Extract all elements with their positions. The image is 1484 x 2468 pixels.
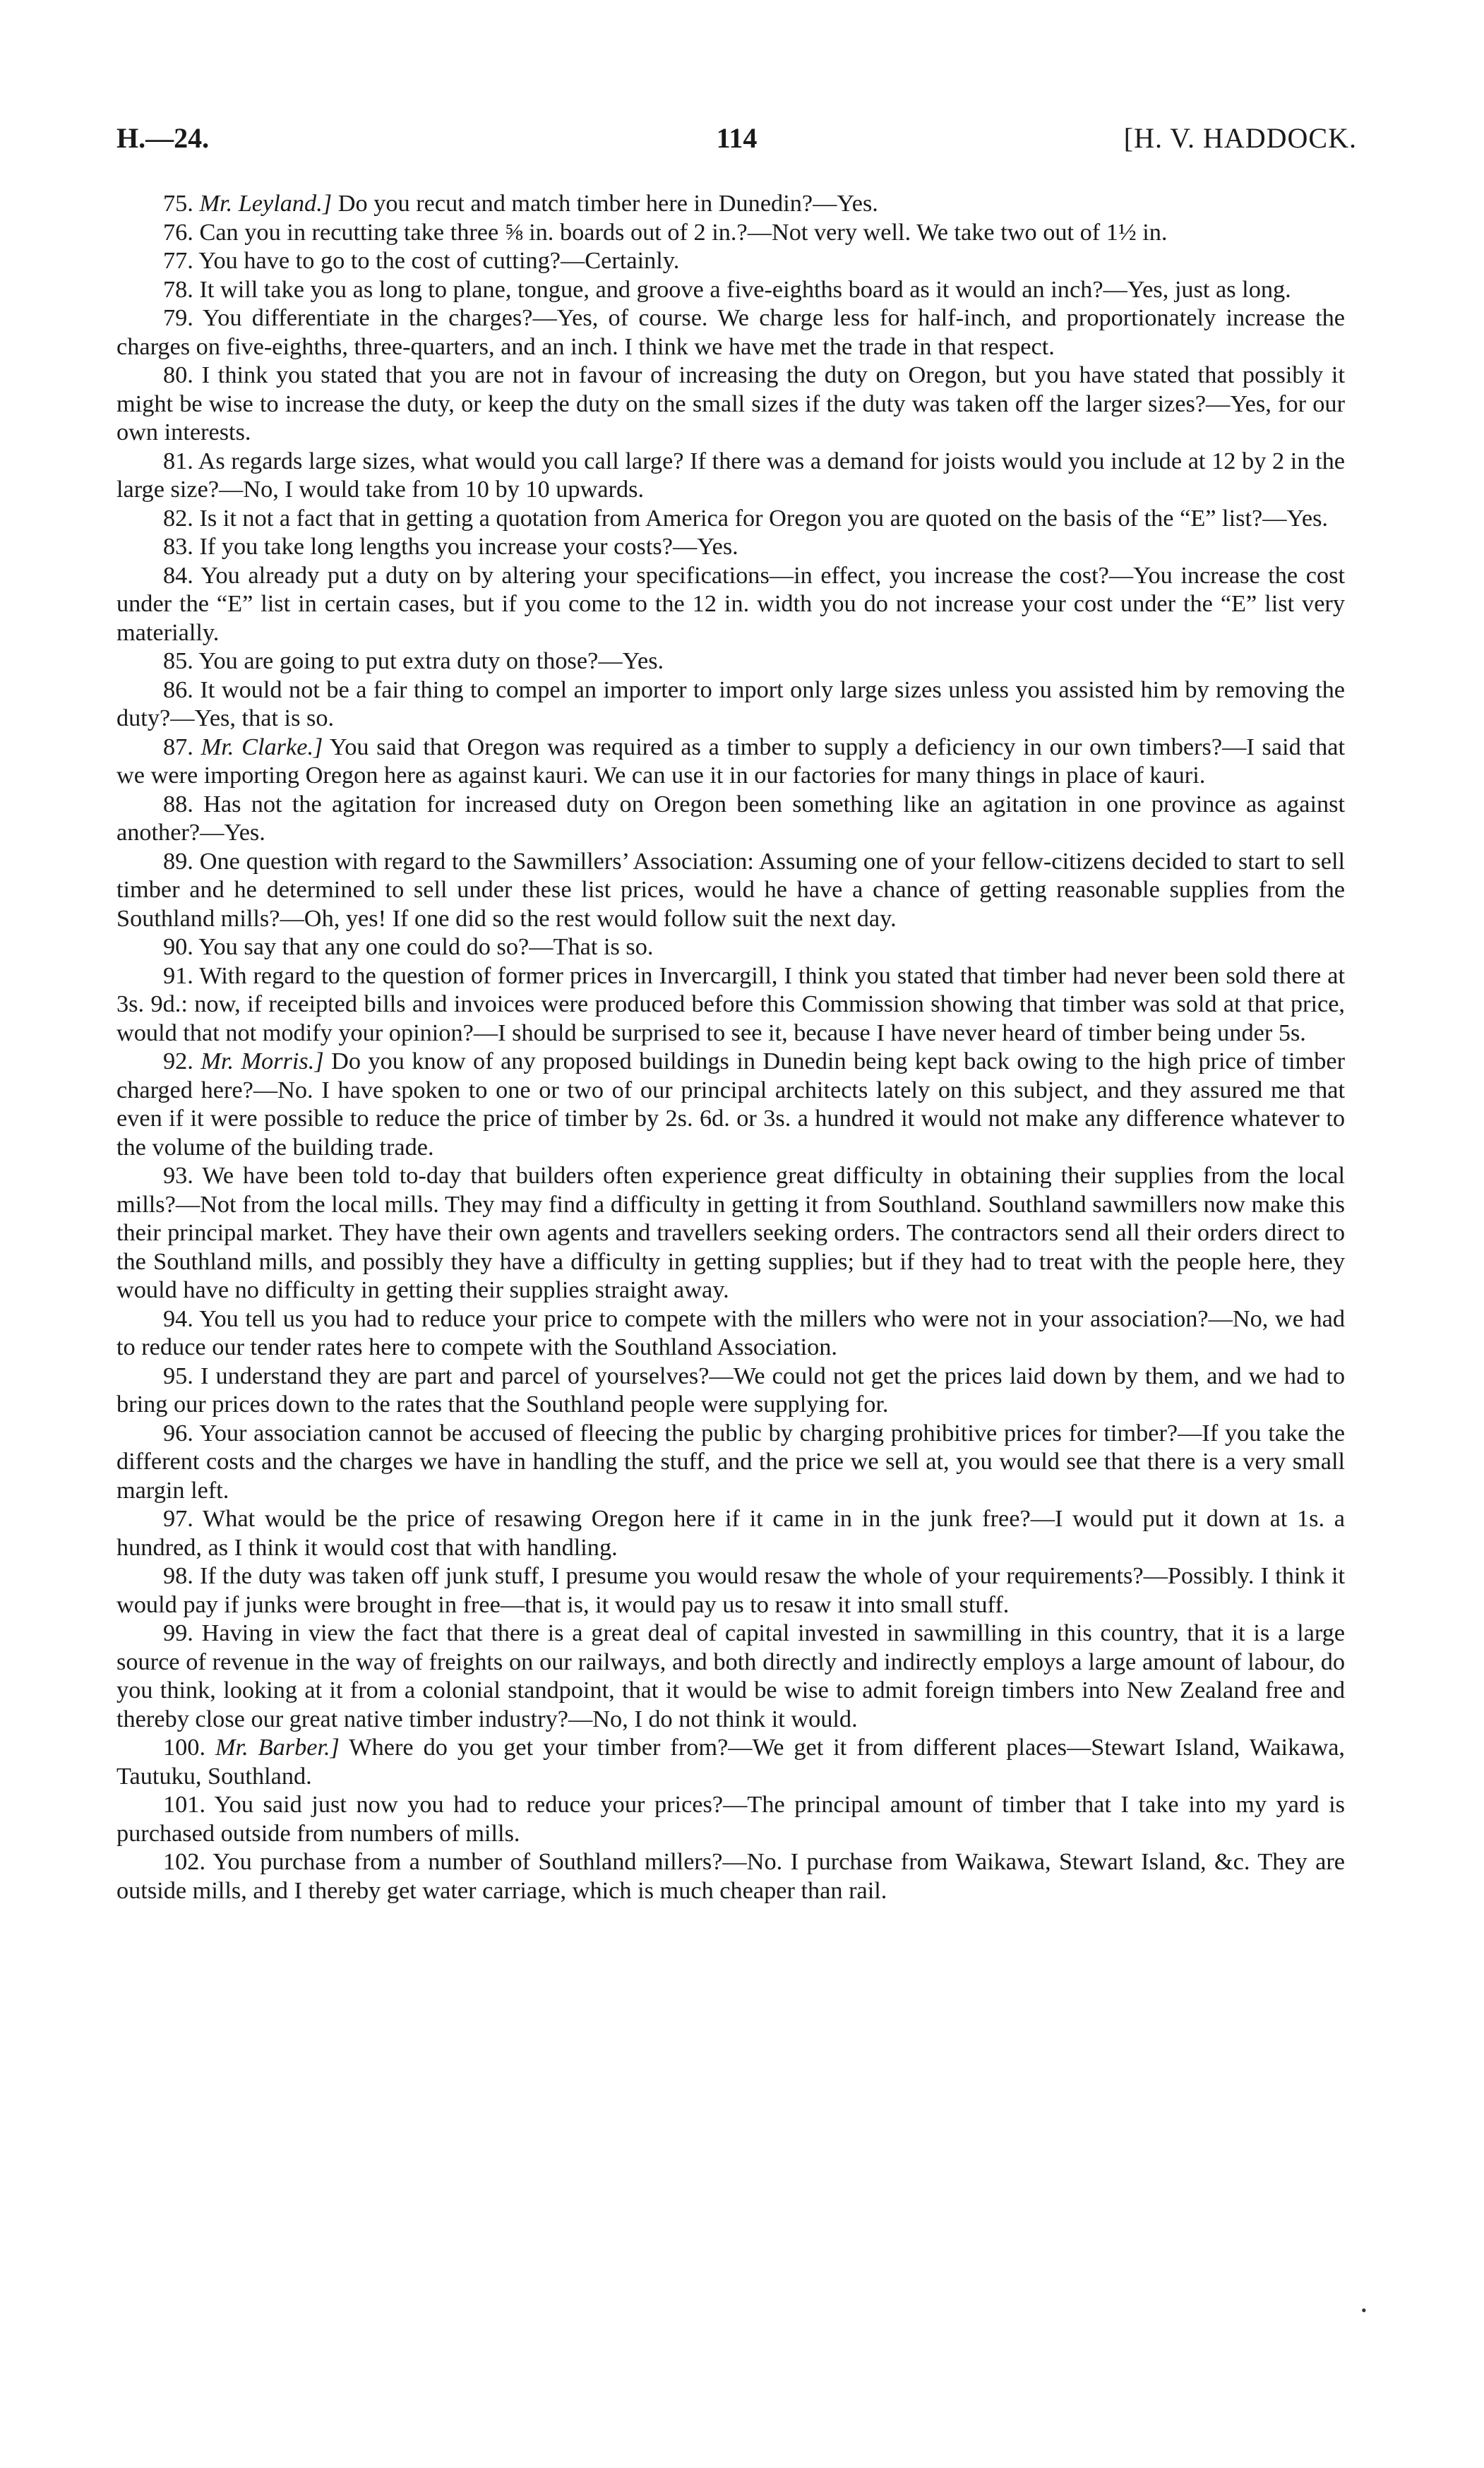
question-answer-paragraph <box>116 246 1345 275</box>
question-answer-paragraph <box>116 1619 1345 1733</box>
question-answer-text: You said that Oregon was required as a timber to supply a deficiency in our own timbers?—I said that we were importing Oregon here as against kauri. We can use it in our factories for many things in place of kauri. <box>116 733 1346 789</box>
question-number: 98. <box>163 1562 193 1589</box>
question-answer-paragraph <box>116 676 1345 733</box>
question-answer-paragraph <box>116 1733 1345 1790</box>
question-answer-text: Where do you get your timber from?—We get it from different places—Stewart Island, Waikawa, Tautuku, Southland. <box>116 1734 1346 1790</box>
question-number: 85. <box>163 647 193 674</box>
question-answer-text: As regards large sizes, what would you call large? If there was a demand for joists would you include at 12 by 2 in the large size?—No, I would take from 10 by 10 upwards. <box>116 447 1346 503</box>
question-answer-text: It would not be a fair thing to compel an importer to import only large sizes unless you assisted him by removing the duty?—Yes, that is so. <box>116 676 1345 731</box>
question-answer-paragraph <box>116 275 1345 304</box>
stray-mark: • <box>1361 2301 1367 2319</box>
question-number: 91. <box>163 962 193 989</box>
question-number: 87. <box>163 733 193 760</box>
question-number: 90. <box>163 933 193 960</box>
question-answer-text: I think you stated that you are not in favour of increasing the duty on Oregon, but you have stated that possibly it might be wise to increase the duty, or keep the duty on the small sizes if the duty was taken off the larger sizes?—Yes, for our own interests. <box>116 361 1345 445</box>
question-answer-paragraph <box>116 1419 1345 1505</box>
question-number: 92. <box>163 1048 193 1074</box>
question-answer-text: I understand they are part and parcel of yourselves?—We could not get the prices laid down by them, and we had to bring our prices down to the rates that the Southland people were supplying for. <box>116 1362 1345 1418</box>
report-code: H.—24. <box>116 122 210 154</box>
evidence-text <box>116 189 1345 1905</box>
question-answer-text: You say that any one could do so?—That is so. <box>198 933 654 960</box>
question-answer-paragraph <box>116 733 1345 790</box>
speaker-name: Mr. Leyland.] <box>199 190 333 217</box>
question-answer-text: Do you know of any proposed buildings in Dunedin being kept back owing to the high price of timber charged here?—No. I have spoken to one or two of our principal architects lately on this subject, and they assured me that even if it were possible to reduce the price of timber by 2s. 6d. or 3s. a hundred it would not make any difference whatever to the volume of the building trade. <box>116 1048 1345 1161</box>
question-answer-paragraph <box>116 847 1345 933</box>
question-number: 95. <box>163 1362 193 1389</box>
question-answer-text: Is it not a fact that in getting a quotation from America for Oregon you are quoted on the basis of the “E” list?—Yes. <box>199 504 1328 532</box>
question-answer-text: Can you in recutting take three ⅝ in. boards out of 2 in.?—Not very well. We take two out of 1½ in. <box>199 218 1168 246</box>
question-answer-text: It will take you as long to plane, tongue, and groove a five-eighths board as it would an inch?—Yes, just as long. <box>199 275 1291 303</box>
question-answer-paragraph <box>116 790 1345 847</box>
page-header <box>116 121 1357 164</box>
question-answer-text: Your association cannot be accused of fleecing the public by charging prohibitive prices for timber?—If you take the different costs and the charges we have in handling the stuff, and the price we sell at, you would see that there is a very small margin left. <box>116 1419 1345 1504</box>
question-answer-paragraph <box>116 1047 1345 1161</box>
question-answer-paragraph <box>116 1790 1345 1847</box>
question-answer-paragraph <box>116 532 1345 561</box>
question-answer-paragraph <box>116 189 1345 218</box>
question-answer-text: We have been told to-day that builders often experience great difficulty in obtaining their supplies from the local mills?—Not from the local mills. They may find a difficulty in getting it from Southland. Southland sawmillers now make this their principal market. They have their own agents and travellers seeking orders. The contractors send all their orders direct to the Southland mills, and possibly they have a difficulty in getting supplies; but if they had to treat with the people here, they would have no difficulty in getting their supplies straight away. <box>116 1162 1345 1303</box>
question-answer-paragraph <box>116 447 1345 504</box>
question-answer-text: You differentiate in the charges?—Yes, of course. We charge less for half-inch, and proportionately increase the charges on five-eighths, three-quarters, and an inch. I think we have met the trade in that respect. <box>116 304 1345 360</box>
question-number: 81. <box>163 447 193 474</box>
question-answer-paragraph <box>116 504 1345 533</box>
speaker-name: Mr. Morris.] <box>201 1048 324 1074</box>
speaker-name: Mr. Barber.] <box>215 1734 340 1761</box>
question-number: 94. <box>163 1305 193 1332</box>
question-answer-paragraph <box>116 962 1345 1048</box>
question-number: 93. <box>163 1162 193 1189</box>
question-number: 79. <box>163 304 193 331</box>
speaker-name: Mr. Clarke.] <box>201 733 323 760</box>
question-answer-paragraph <box>116 647 1345 676</box>
question-answer-paragraph <box>116 1161 1345 1305</box>
question-answer-text: You have to go to the cost of cutting?—Certainly. <box>198 247 680 274</box>
question-number: 78. <box>163 275 193 303</box>
question-number: 80. <box>163 361 193 388</box>
question-answer-paragraph <box>116 561 1345 647</box>
question-number: 96. <box>163 1419 193 1446</box>
question-answer-paragraph <box>116 361 1345 447</box>
page-number: 114 <box>716 122 758 154</box>
question-answer-paragraph <box>116 1362 1345 1419</box>
question-number: 82. <box>163 504 193 532</box>
question-answer-text: One question with regard to the Sawmillers’ Association: Assuming one of your fellow-citizens decided to start to sell timber and he determined to sell under these list prices, would he have a chance of getting reasonable supplies from the Southland mills?—Oh, yes! If one did so the rest would follow suit the next day. <box>116 847 1346 932</box>
question-answer-text: You are going to put extra duty on those?—Yes. <box>198 647 664 674</box>
question-answer-paragraph <box>116 1562 1345 1619</box>
question-answer-paragraph <box>116 1847 1345 1905</box>
question-number: 102. <box>163 1848 206 1875</box>
question-number: 84. <box>163 561 193 589</box>
question-answer-text: You tell us you had to reduce your price to compete with the millers who were not in your association?—No, we had to reduce our tender rates here to compete with the Southland Association. <box>116 1305 1345 1360</box>
question-number: 75. <box>163 190 193 217</box>
question-number: 99. <box>163 1619 193 1646</box>
witness-name: [H. V. HADDOCK. <box>1123 122 1357 154</box>
question-answer-paragraph <box>116 304 1345 361</box>
question-number: 83. <box>163 533 193 560</box>
question-answer-paragraph <box>116 1305 1345 1362</box>
question-answer-text: Has not the agitation for increased duty on Oregon been something like an agitation in one province as against another?—Yes. <box>116 790 1346 846</box>
question-answer-text: You already put a duty on by altering your specifications—in effect, you increase the cost?—You increase the cost under the “E” list in certain cases, but if you come to the 12 in. width you do not increase your cost under the “E” list very materially. <box>116 561 1345 646</box>
question-answer-text: If you take long lengths you increase your costs?—Yes. <box>199 533 738 560</box>
question-number: 86. <box>163 676 193 703</box>
question-answer-paragraph <box>116 218 1345 247</box>
question-number: 89. <box>163 847 193 875</box>
question-answer-text: Do you recut and match timber here in Dunedin?—Yes. <box>332 190 878 217</box>
question-answer-text: With regard to the question of former prices in Invercargill, I think you stated that timber had never been sold there at 3s. 9d.: now, if receipted bills and invoices were produced before this Commission showing that timber was sold at that price, would that not modify your opinion?—I should be surprised to see it, because I have never heard of timber being under 5s. <box>116 962 1345 1046</box>
question-number: 88. <box>163 790 193 817</box>
question-number: 76. <box>163 218 193 246</box>
question-answer-text: Having in view the fact that there is a great deal of capital invested in sawmilling in this country, that it is a large source of revenue in the way of freights on our railways, and both directly and indirectly employs a large amount of labour, do you think, looking at it from a colonial standpoint, that it would be wise to admit foreign timbers into New Zealand free and thereby close our great native timber industry?—No, I do not think it would. <box>116 1619 1345 1732</box>
question-number: 97. <box>163 1505 193 1532</box>
question-answer-text: You purchase from a number of Southland millers?—No. I purchase from Waikawa, Stewart Island, &c. They are outside mills, and I thereby get water carriage, which is much cheaper than rail. <box>116 1848 1345 1904</box>
question-answer-paragraph <box>116 933 1345 962</box>
question-answer-text: If the duty was taken off junk stuff, I presume you would resaw the whole of your requirements?—Possibly. I think it would pay if junks were brought in free—that is, it would pay us to resaw it into small stuff. <box>116 1562 1345 1618</box>
question-number: 77. <box>163 247 193 274</box>
question-number: 101. <box>163 1791 206 1818</box>
question-number: 100. <box>163 1734 206 1761</box>
question-answer-text: You said just now you had to reduce your prices?—The principal amount of timber that I take into my yard is purchased outside from numbers of mills. <box>116 1791 1345 1847</box>
question-answer-paragraph <box>116 1504 1345 1562</box>
question-answer-text: What would be the price of resawing Oregon here if it came in in the junk free?—I would put it down at 1s. a hundred, as I think it would cost that with handling. <box>116 1505 1345 1561</box>
